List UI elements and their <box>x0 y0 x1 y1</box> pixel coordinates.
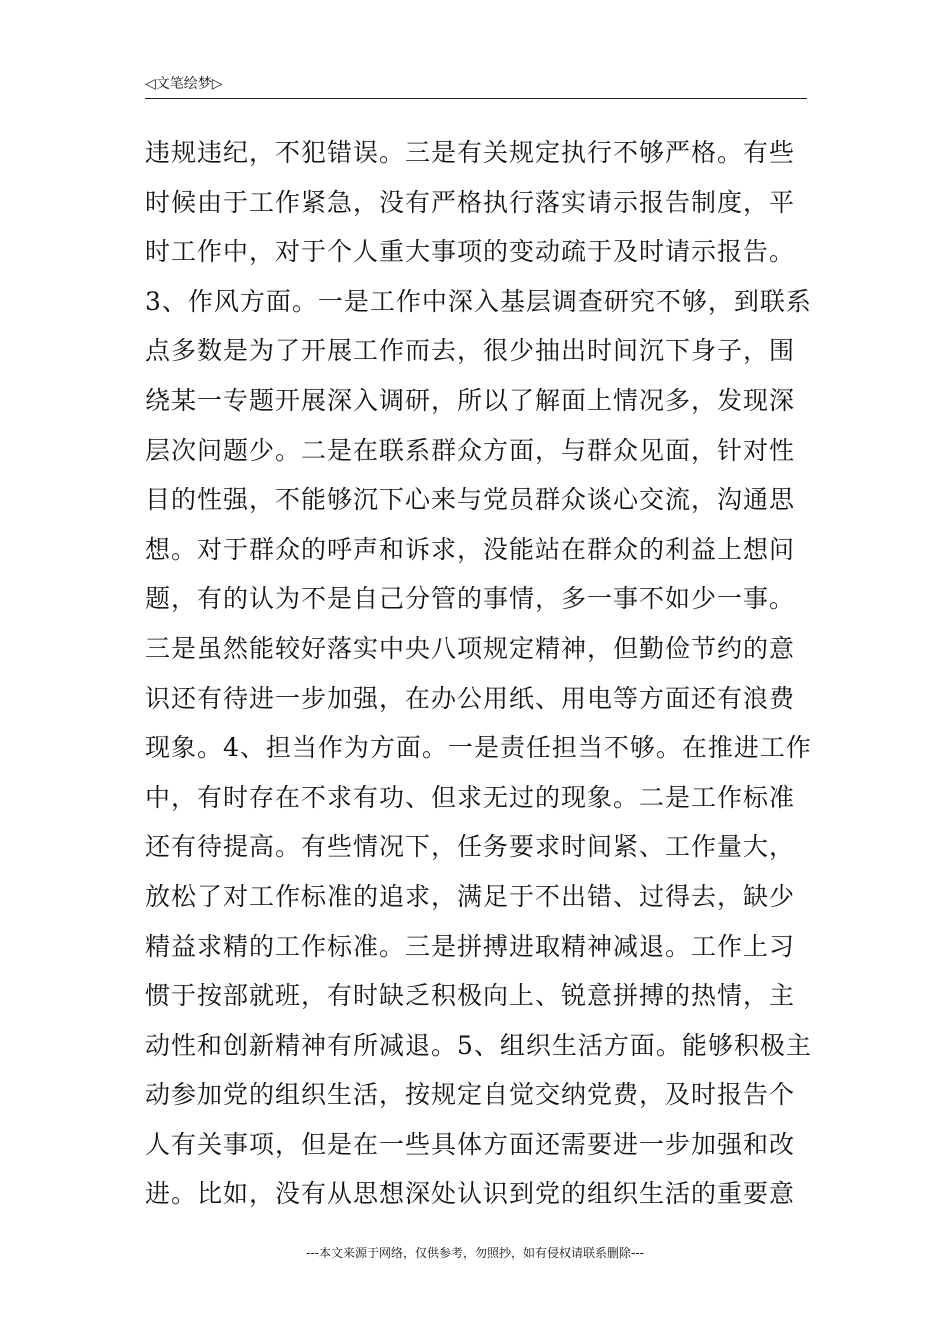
header-title: ◁文笔绘梦▷ <box>145 76 223 92</box>
body-line: 中，有时存在不求有功、但求无过的现象。二是工作标准 <box>145 782 796 812</box>
body-line: 时候由于工作紧急，没有严格执行落实请示报告制度，平 <box>145 187 796 217</box>
page-footer: ---本文来源于网络，仅供参考，勿照抄，如有侵权请联系删除--- <box>306 1246 644 1260</box>
body-line: 惯于按部就班，有时缺乏积极向上、锐意拼搏的热情，主 <box>145 981 796 1011</box>
body-line: 层次问题少。二是在联系群众方面，与群众见面，针对性 <box>145 435 796 465</box>
body-line: 进。比如，没有从思想深处认识到党的组织生活的重要意 <box>145 1179 796 1209</box>
body-line: 精益求精的工作标准。三是拼搏进取精神减退。工作上习 <box>145 931 796 961</box>
body-line: 动性和创新精神有所减退。5、组织生活方面。能够积极主 <box>145 1030 812 1060</box>
body-line: 识还有待进一步加强，在办公用纸、用电等方面还有浪费 <box>145 683 796 713</box>
body-line: 想。对于群众的呼声和诉求，没能站在群众的利益上想问 <box>145 534 796 564</box>
body-line: 题，有的认为不是自己分管的事情，多一事不如少一事。 <box>145 584 796 614</box>
body-line: 三是虽然能较好落实中央八项规定精神，但勤俭节约的意 <box>145 633 796 663</box>
body-line: 违规违纪，不犯错误。三是有关规定执行不够严格。有些 <box>145 138 796 167</box>
body-line: 3、作风方面。一是工作中深入基层调查研究不够，到联系 <box>145 286 812 316</box>
body-line: 现象。4、担当作为方面。一是责任担当不够。在推进工作 <box>145 733 812 763</box>
body-line: 还有待提高。有些情况下，任务要求时间紧、工作量大， <box>145 832 796 862</box>
document-body <box>145 128 835 1219</box>
page-header <box>145 74 807 99</box>
body-line: 目的性强，不能够沉下心来与党员群众谈心交流，沟通思 <box>145 485 796 515</box>
body-line: 点多数是为了开展工作而去，很少抽出时间沉下身子，围 <box>145 336 796 366</box>
body-line: 人有关事项，但是在一些具体方面还需要进一步加强和改 <box>145 1129 796 1159</box>
body-line: 时工作中，对于个人重大事项的变动疏于及时请示报告。 <box>145 237 796 267</box>
body-line: 动参加党的组织生活，按规定自觉交纳党费，及时报告个 <box>145 1080 796 1110</box>
body-line: 绕某一专题开展深入调研，所以了解面上情况多，发现深 <box>145 385 796 415</box>
body-line: 放松了对工作标准的追求，满足于不出错、过得去，缺少 <box>145 881 796 911</box>
